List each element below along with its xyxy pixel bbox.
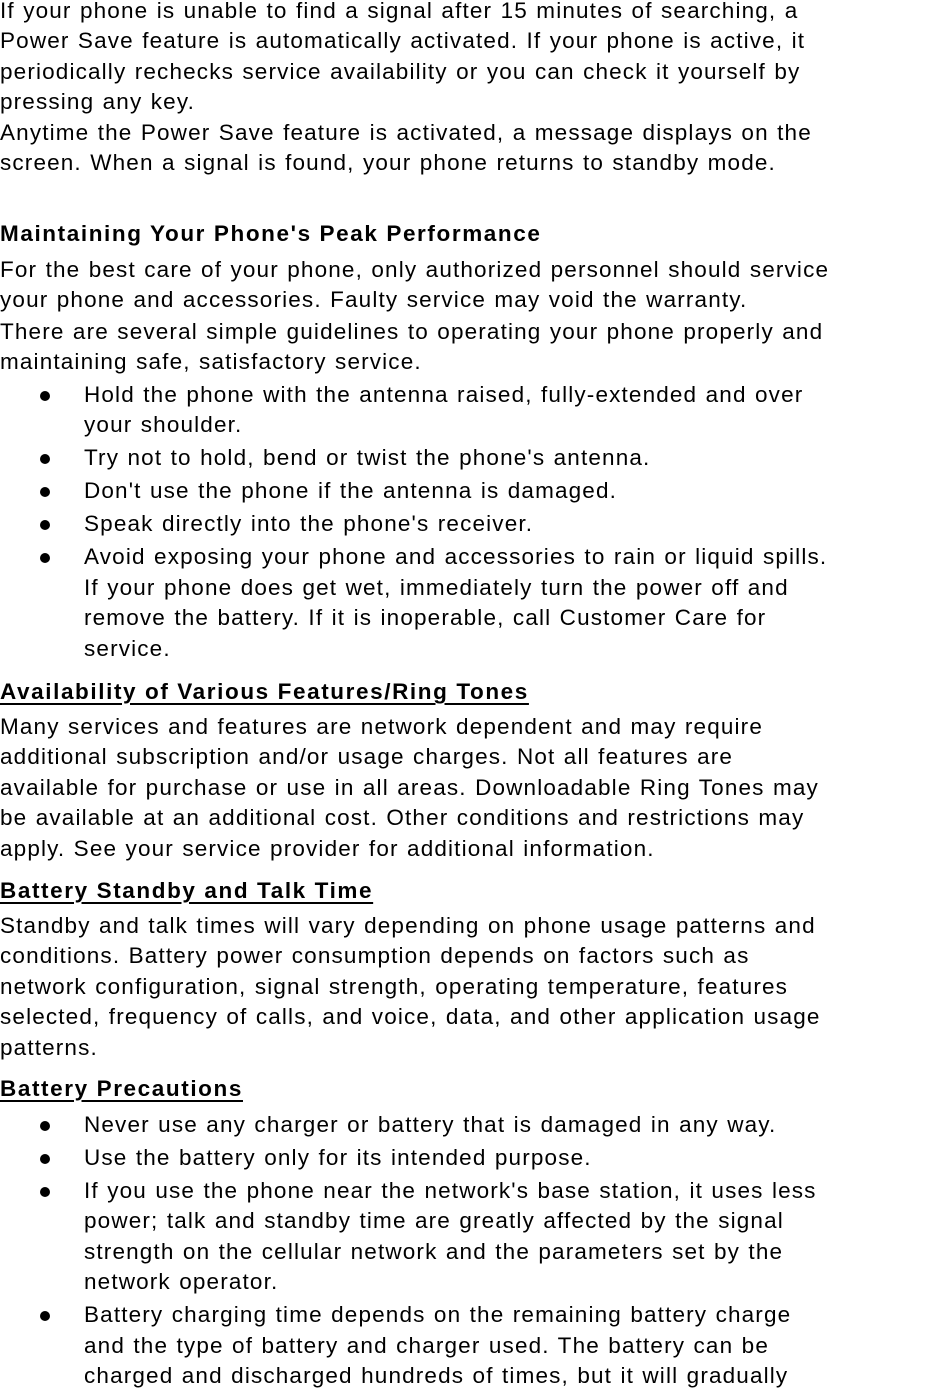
- intro-paragraph-2: [0, 118, 928, 179]
- standby-paragraph: [0, 911, 928, 1063]
- list-item: [0, 1110, 928, 1140]
- text-line: screen. When a signal is found, your phone returns to standby mode.: [0, 150, 776, 176]
- text-line: Avoid exposing your phone and accessories to rain or liquid spills.: [84, 544, 828, 570]
- bullet-icon: [40, 487, 50, 497]
- maintaining-paragraph-2: [0, 317, 928, 378]
- text-line: There are several simple guidelines to operating your phone properly and: [0, 319, 824, 344]
- availability-paragraph: [0, 712, 928, 864]
- bullet-icon: [40, 520, 50, 530]
- text-line: Speak directly into the phone's receiver.: [84, 511, 534, 537]
- list-item: [0, 1300, 928, 1391]
- bullet-icon: [40, 391, 50, 401]
- bullet-icon: [40, 1311, 50, 1321]
- precautions-bullet-list: [0, 1110, 928, 1394]
- text-line: be available at an additional cost. Other conditions and restrictions may: [0, 805, 805, 831]
- maintaining-bullet-list: [0, 380, 928, 666]
- section-heading-maintaining: Maintaining Your Phone's Peak Performance: [0, 221, 542, 246]
- text-line: network configuration, signal strength, operating temperature, features: [0, 973, 789, 999]
- text-line: charged and discharged hundreds of times, but it will gradually: [84, 1362, 789, 1388]
- section-heading-standby: Battery Standby and Talk Time: [0, 878, 374, 903]
- bullet-icon: [40, 1121, 50, 1131]
- text-line: Power Save feature is automatically activated. If your phone is active, it: [0, 28, 806, 54]
- text-line: selected, frequency of calls, and voice, data, and other application usage: [0, 1004, 821, 1030]
- text-line: network operator.: [84, 1269, 279, 1295]
- text-line: Many services and features are network dependent and may require: [0, 714, 763, 739]
- bullet-icon: [40, 1187, 50, 1197]
- section-heading-availability: Availability of Various Features/Ring Tones: [0, 679, 529, 704]
- text-line: Don't use the phone if the antenna is damaged.: [84, 478, 618, 504]
- text-line: Battery charging time depends on the remaining battery charge: [84, 1302, 792, 1328]
- text-line: strength on the cellular network and the parameters set by the: [84, 1238, 784, 1264]
- intro-paragraph: [0, 0, 928, 118]
- text-line: remove the battery. If it is inoperable, call Customer Care for: [84, 605, 767, 631]
- maintaining-paragraph: [0, 255, 928, 316]
- text-line: your phone and accessories. Faulty service may void the warranty.: [0, 287, 748, 313]
- list-item: [0, 476, 928, 506]
- list-item: [0, 1176, 928, 1298]
- list-item: [0, 1143, 928, 1173]
- text-line: If you use the phone near the network's base station, it uses less: [84, 1177, 817, 1203]
- bullet-icon: [40, 454, 50, 464]
- text-line: conditions. Battery power consumption depends on factors such as: [0, 943, 750, 969]
- text-line: Try not to hold, bend or twist the phone's antenna.: [84, 445, 651, 471]
- text-line: For the best care of your phone, only authorized personnel should service: [0, 257, 830, 282]
- list-item: [0, 380, 928, 441]
- text-line: If your phone does get wet, immediately turn the power off and: [84, 574, 789, 600]
- text-line: Anytime the Power Save feature is activated, a message displays on the: [0, 120, 812, 145]
- text-line: maintaining safe, satisfactory service.: [0, 349, 422, 375]
- text-line: and the type of battery and charger used. The battery can be: [84, 1332, 769, 1358]
- text-line: Hold the phone with the antenna raised, fully-extended and over: [84, 382, 804, 407]
- section-heading-precautions: Battery Precautions: [0, 1076, 243, 1101]
- text-line: power; talk and standby time are greatly affected by the signal: [84, 1208, 784, 1234]
- text-line: your shoulder.: [84, 412, 243, 438]
- bullet-icon: [40, 1154, 50, 1164]
- text-line: apply. See your service provider for additional information.: [0, 835, 655, 861]
- text-line: pressing any key.: [0, 89, 195, 115]
- text-line: patterns.: [0, 1034, 98, 1060]
- list-item: [0, 542, 928, 664]
- text-line: Never use any charger or battery that is damaged in any way.: [84, 1112, 777, 1137]
- text-line: service.: [84, 635, 171, 661]
- text-line: Standby and talk times will vary depending on phone usage patterns and: [0, 913, 816, 938]
- bullet-icon: [40, 553, 50, 563]
- text-line: additional subscription and/or usage charges. Not all features are: [0, 744, 734, 770]
- text-line: Use the battery only for its intended purpose.: [84, 1144, 592, 1170]
- text-line: periodically rechecks service availability or you can check it yourself by: [0, 58, 801, 84]
- list-item: [0, 443, 928, 473]
- text-line: available for purchase or use in all areas. Downloadable Ring Tones may: [0, 774, 819, 800]
- list-item: [0, 509, 928, 539]
- text-line: If your phone is unable to find a signal after 15 minutes of searching, a: [0, 0, 799, 23]
